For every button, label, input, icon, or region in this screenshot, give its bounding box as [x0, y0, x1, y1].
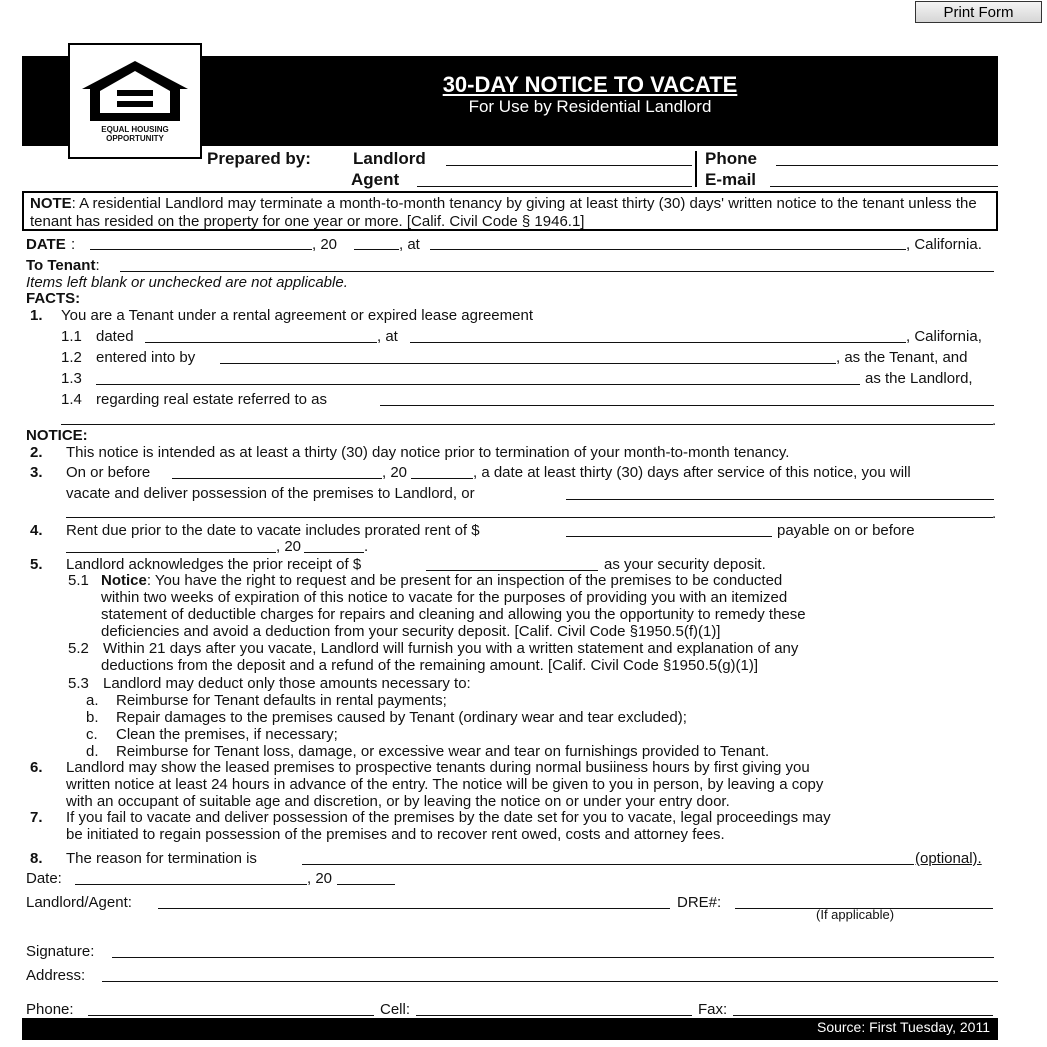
item8-optional: (optional). [915, 850, 982, 867]
item4-c: , 20 [276, 538, 302, 555]
dre-label: DRE#: [677, 894, 722, 911]
cell-field[interactable] [416, 1015, 692, 1016]
item53-c-letter: c. [86, 726, 98, 743]
fax-field[interactable] [733, 1015, 993, 1016]
to-tenant-text: To Tenant [26, 257, 96, 274]
agent-label: Agent [351, 170, 400, 189]
item53-c-text: Clean the premises, if necessary; [116, 726, 338, 743]
phone-label: Phone [705, 149, 757, 168]
rent-due-date-field[interactable] [66, 552, 276, 553]
item12-text: entered into by [96, 349, 196, 366]
item3-b: , 20 [382, 464, 408, 481]
logo-text-line1: EQUAL HOUSING [101, 125, 169, 134]
facts-heading-text: FACTS [26, 290, 76, 307]
security-deposit-field[interactable] [426, 570, 598, 571]
item11-at: , at [377, 328, 398, 345]
real-estate-field[interactable] [380, 405, 994, 406]
note-label: NOTE [30, 195, 72, 212]
period: . [364, 538, 369, 555]
item5-number: 5. [30, 556, 43, 573]
item5-b: as your security deposit. [604, 556, 766, 573]
form-subtitle: For Use by Residential Landlord [468, 97, 712, 116]
address-field[interactable] [102, 981, 998, 982]
item53-a-letter: a. [86, 692, 99, 709]
item13-number: 1.3 [61, 370, 82, 387]
vacate-alt-field-2[interactable] [66, 517, 993, 518]
cell-label: Cell: [380, 1001, 411, 1018]
agent-field[interactable] [417, 186, 692, 187]
tenant-name-field[interactable] [220, 363, 836, 364]
item51-bold: Notice [101, 572, 147, 589]
item14-text: regarding real estate referred to as [96, 391, 327, 408]
landlord-label: Landlord [353, 149, 426, 168]
note-text: : A residential Landlord may terminate a month-to-month tenancy by giving at least thirty (30) days' written notice to the tenant unless the tenant has resided on the property for one year or more. [Calif. Civil Code § 1946.1] [30, 195, 977, 230]
item8-number: 8. [30, 850, 43, 867]
item7-line1: If you fail to vacate and deliver possession of the premises by the date set for you to vacate, legal proceedings may [66, 809, 831, 826]
item51-number: 5.1 [68, 572, 89, 589]
print-form-button[interactable]: Print Form [915, 1, 1042, 23]
item53-d-text: Reimburse for Tenant loss, damage, or excessive wear and tear on furnishings provided to Tenant. [116, 743, 770, 760]
to-tenant-label: To Tenant: [26, 257, 100, 274]
item53-b-text: Repair damages to the premises caused by Tenant (ordinary wear and tear excluded); [116, 709, 687, 726]
facts-heading: FACTS: [26, 290, 81, 307]
real-estate-field-2[interactable] [61, 424, 993, 425]
item7-line2: be initiated to regain possession of the premises and to recover rent owed, costs and attorney fees. [66, 826, 725, 843]
item52-line1: Within 21 days after you vacate, Landlord will furnish you with a written statement and explanation of any [103, 640, 799, 657]
date-year-prefix: , 20 [312, 236, 338, 253]
dated-field[interactable] [145, 342, 377, 343]
to-tenant-field[interactable] [120, 271, 994, 272]
date-colon: : [71, 236, 76, 253]
item3-a: On or before [66, 464, 151, 481]
address-label: Address: [26, 967, 86, 984]
landlord-name-field[interactable] [96, 384, 860, 385]
period: . [992, 505, 997, 522]
item11-number: 1.1 [61, 328, 82, 345]
if-applicable-note: (If applicable) [816, 907, 895, 922]
item51-line2: within two weeks of expiration of this notice to vacate for the purposes of providing you with an itemized [101, 589, 788, 606]
item1-text: You are a Tenant under a rental agreement or expired lease agreement [61, 307, 533, 324]
date-year-field[interactable] [354, 249, 399, 250]
form-title: 30-DAY NOTICE TO VACATE [442, 72, 738, 97]
sig-date-field[interactable] [75, 884, 307, 885]
date-location-field[interactable] [430, 249, 906, 250]
item1-number: 1. [30, 307, 43, 324]
item51-line3: statement of deductible charges for repairs and cleaning and allowing you the opportunity to remedy these [101, 606, 806, 623]
item3-number: 3. [30, 464, 43, 481]
item2-text: This notice is intended as at least a thirty (30) day notice prior to termination of your month-to-month tenancy. [66, 444, 790, 461]
email-label: E-mail [705, 170, 757, 189]
item4-b: payable on or before [777, 522, 915, 539]
vacate-alt-field[interactable] [566, 499, 994, 500]
item7-number: 7. [30, 809, 43, 826]
item5-a: Landlord acknowledges the prior receipt of $ [66, 556, 362, 573]
item3-d: vacate and deliver possession of the premises to Landlord, or [66, 485, 475, 502]
landlord-field[interactable] [446, 165, 692, 166]
termination-reason-field[interactable] [302, 864, 914, 865]
item53-a-text: Reimburse for Tenant defaults in rental payments; [116, 692, 447, 709]
item8-text: The reason for termination is [66, 850, 257, 867]
item51-line4: deficiencies and avoid a deduction from your security deposit. [Calif. Civil Code §1950.5(f)(1)] [101, 623, 721, 640]
sig-date-label: Date: [26, 870, 62, 887]
vacate-date-field[interactable] [172, 478, 382, 479]
at-location-field[interactable] [410, 342, 906, 343]
date-field[interactable] [90, 249, 312, 250]
item14-number: 1.4 [61, 391, 82, 408]
item6-line3: with an occupant of suitable age and discretion, or by leaving the notice on or under your entry door. [66, 793, 730, 810]
item13-end: as the Landlord, [865, 370, 973, 387]
period: . [992, 412, 997, 429]
item4-number: 4. [30, 522, 43, 539]
items-note: Items left blank or unchecked are not applicable. [26, 274, 348, 291]
item51-line1-text: : You have the right to request and be present for an inspection of the premises to be conducted [146, 572, 783, 589]
house-icon [70, 53, 200, 133]
item6-number: 6. [30, 759, 43, 776]
date-at: , at [399, 236, 420, 253]
date-label: DATE [26, 236, 66, 253]
notice-heading: NOTICE: [26, 427, 88, 444]
divider [695, 151, 697, 187]
phone-label-bottom: Phone: [26, 1001, 74, 1018]
item3-c: , a date at least thirty (30) days after service of this notice, you will [473, 464, 911, 481]
item51-line1 [101, 572, 782, 589]
notice-heading-text: NOTICE [26, 427, 83, 444]
equal-housing-logo [68, 43, 202, 159]
item11-california: , California, [906, 328, 982, 345]
phone-field-bottom[interactable] [88, 1015, 374, 1016]
note-box [22, 191, 998, 231]
phone-field[interactable] [776, 165, 998, 166]
prorated-rent-field[interactable] [566, 536, 772, 537]
item4-a: Rent due prior to the date to vacate includes prorated rent of $ [66, 522, 480, 539]
logo-text-line2: OPPORTUNITY [106, 134, 164, 143]
item2-number: 2. [30, 444, 43, 461]
date-california: , California. [906, 236, 982, 253]
footer-source: Source: First Tuesday, 2011 [22, 1018, 998, 1040]
item11-dated: dated [96, 328, 134, 345]
item53-d-letter: d. [86, 743, 99, 760]
item53-number: 5.3 [68, 675, 89, 692]
item53-text: Landlord may deduct only those amounts necessary to: [103, 675, 471, 692]
email-field[interactable] [770, 186, 998, 187]
signature-label: Signature: [26, 943, 95, 960]
landlord-agent-field[interactable] [158, 908, 670, 909]
item52-line2: deductions from the deposit and a refund of the remaining amount. [Calif. Civil Code §1950.5(g)(1)] [101, 657, 759, 674]
item6-line2: written notice at least 24 hours in advance of the entry. The notice will be given to you in person, by leaving a copy [66, 776, 824, 793]
item52-number: 5.2 [68, 640, 89, 657]
landlord-agent-label: Landlord/Agent: [26, 894, 132, 911]
vacate-year-field[interactable] [411, 478, 473, 479]
rent-due-year-field[interactable] [304, 552, 364, 553]
prepared-by-label: Prepared by: [207, 149, 311, 168]
item12-end: , as the Tenant, and [836, 349, 968, 366]
item12-number: 1.2 [61, 349, 82, 366]
signature-field[interactable] [112, 957, 994, 958]
fax-label: Fax: [698, 1001, 728, 1018]
item53-b-letter: b. [86, 709, 99, 726]
sig-year-field[interactable] [337, 884, 395, 885]
item6-line1: Landlord may show the leased premises to prospective tenants during normal busiiness hours by first giving you [66, 759, 810, 776]
sig-year-prefix: , 20 [307, 870, 333, 887]
